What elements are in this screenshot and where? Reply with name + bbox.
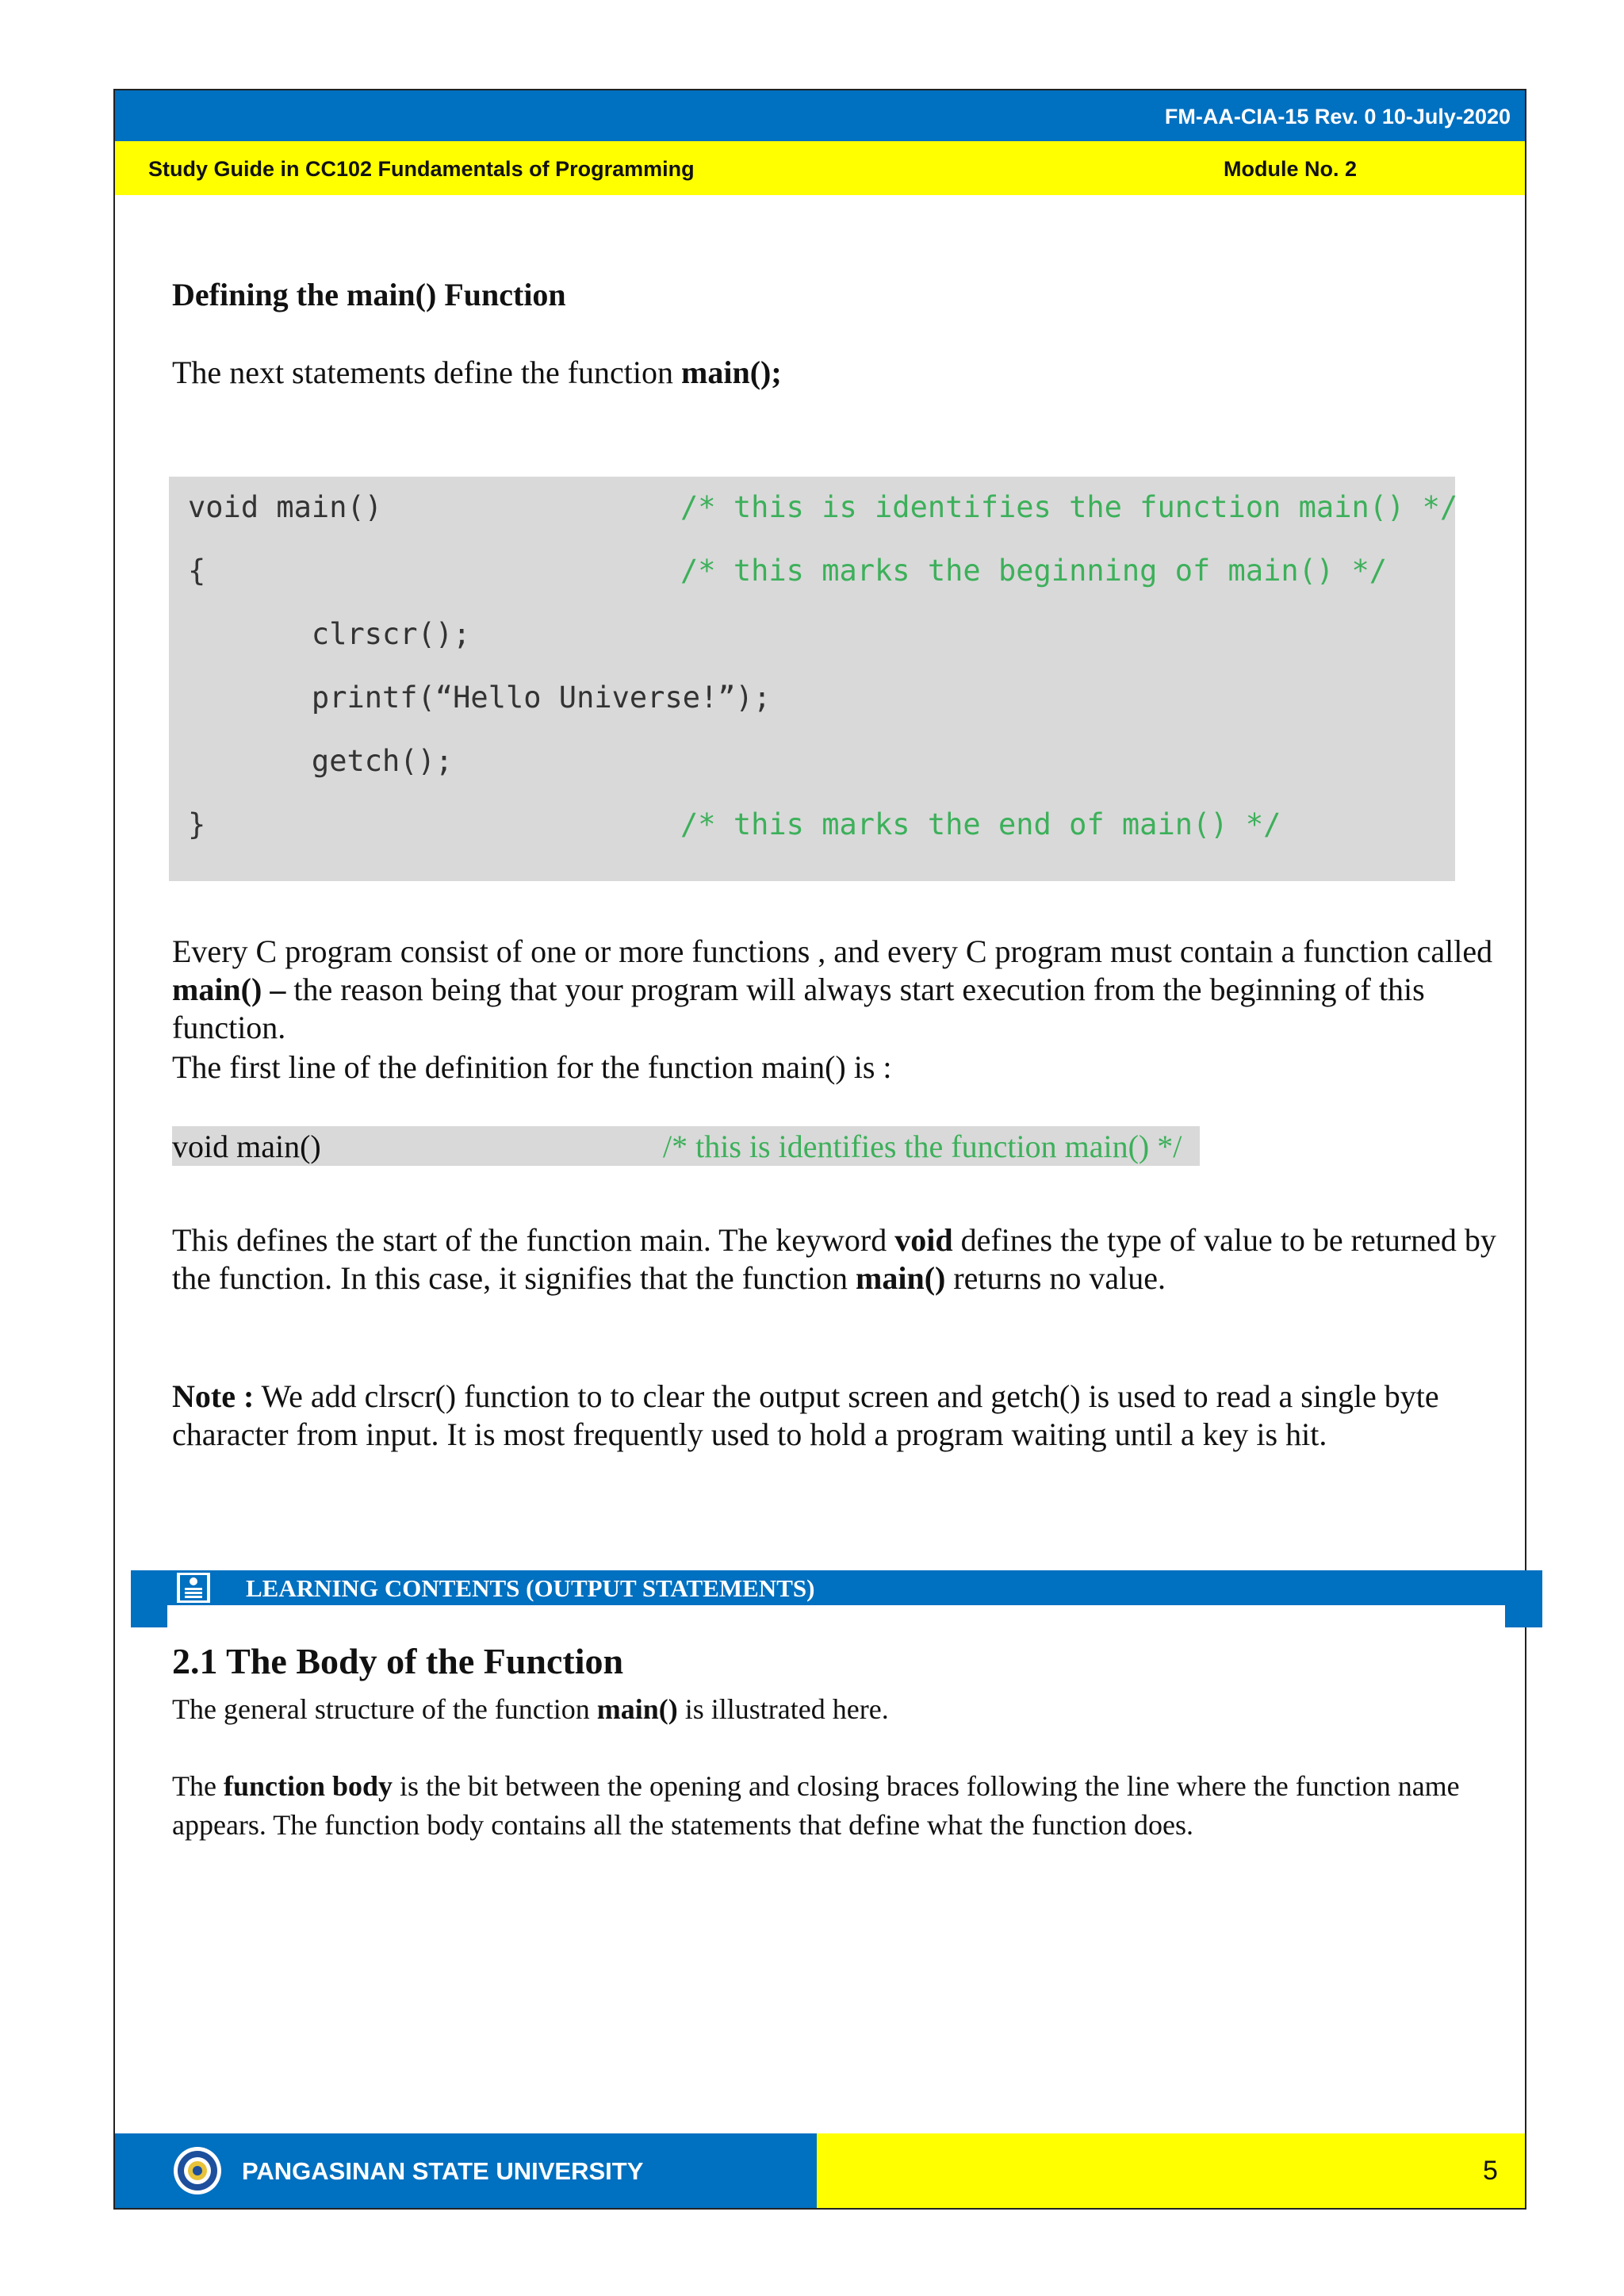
guide-title: Study Guide in CC102 Fundamentals of Programming xyxy=(148,157,695,181)
para3-text-end: returns no value. xyxy=(945,1260,1166,1296)
para1-bold: main() – xyxy=(172,972,286,1007)
code-comment: /* this is identifies the function main() */ xyxy=(680,490,1458,524)
function-body-text xyxy=(172,1767,1512,1845)
structure-text xyxy=(172,1692,889,1727)
para1-text: Every C program consist of one or more functions , and every C program must contain a function called xyxy=(172,933,1493,969)
para3-bold-main: main() xyxy=(856,1260,946,1296)
para1-text-end: the reason being that your program will always start execution from the beginning of this function. xyxy=(172,972,1425,1045)
module-number: Module No. 2 xyxy=(1224,157,1357,181)
highlight-comment: /* this is identifies the function main() */ xyxy=(663,1129,1182,1164)
subsection-heading: 2.1 The Body of the Function xyxy=(172,1641,624,1681)
body-text-start: The xyxy=(172,1770,224,1802)
body-text-end: is the bit between the opening and closing braces following the line where the function name appears. The function body contains all the statements that define what the function does. xyxy=(172,1770,1460,1841)
code-line: } xyxy=(188,807,206,841)
structure-text-start: The general structure of the function xyxy=(172,1693,597,1725)
document-icon xyxy=(176,1572,211,1604)
note-paragraph xyxy=(172,1378,1512,1454)
note-label: Note : xyxy=(172,1378,255,1414)
code-line: getch(); xyxy=(188,744,454,778)
code-comment: /* this marks the end of main() */ xyxy=(680,807,1281,841)
page-number: 5 xyxy=(1483,2156,1498,2186)
header-top-bar xyxy=(115,90,1525,141)
code-comment: /* this marks the beginning of main() */ xyxy=(680,554,1388,588)
banner-left-block xyxy=(131,1570,167,1627)
footer-yellow-bar xyxy=(817,2133,1525,2208)
paragraph-functions xyxy=(172,933,1504,1047)
intro-plain: The next statements define the function xyxy=(172,355,682,390)
paragraph-void xyxy=(172,1221,1512,1297)
code-line: { xyxy=(188,554,206,588)
structure-bold: main() xyxy=(596,1693,678,1725)
intro-bold: main(); xyxy=(681,355,782,390)
paragraph-first-line: The first line of the definition for the function main() is : xyxy=(172,1049,892,1085)
code-line: clrscr(); xyxy=(188,617,471,651)
form-code: FM-AA-CIA-15 Rev. 0 10-July-2020 xyxy=(1164,105,1511,128)
code-line: printf(“Hello Universe!”); xyxy=(188,680,772,715)
body-bold: function body xyxy=(223,1770,393,1802)
header-title-bar xyxy=(115,141,1525,195)
university-seal-icon xyxy=(173,2146,222,2195)
para3-text: This defines the start of the function main. The keyword xyxy=(172,1222,895,1258)
highlight-code: void main() xyxy=(172,1129,321,1164)
section-heading: Defining the main() Function xyxy=(172,277,566,312)
intro-text xyxy=(172,354,782,392)
banner-right-block xyxy=(1505,1605,1542,1627)
para3-bold-void: void xyxy=(894,1222,953,1258)
para3-text-mid: defines the type of value to be returned by the function. In this case, it signifies that the function xyxy=(172,1222,1496,1296)
note-text: We add clrscr() function to to clear the output screen and getch() is used to read a single byte character from input. It is most frequently used to hold a program waiting until a key is hit. xyxy=(172,1378,1439,1452)
learning-contents-title: LEARNING CONTENTS (OUTPUT STATEMENTS) xyxy=(246,1574,815,1602)
university-name: PANGASINAN STATE UNIVERSITY xyxy=(242,2157,644,2185)
structure-text-end: is illustrated here. xyxy=(677,1693,889,1725)
code-line: void main() xyxy=(188,490,383,524)
